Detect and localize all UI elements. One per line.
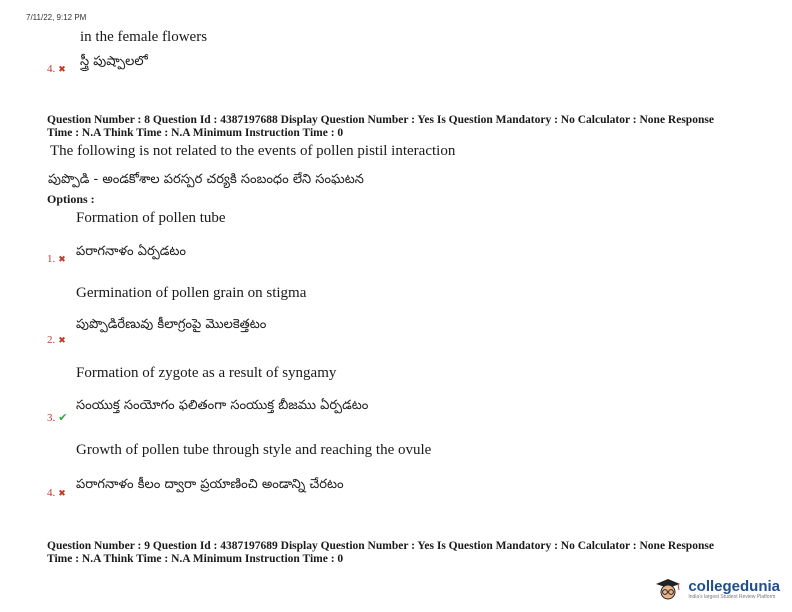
wrong-icon: ✖ xyxy=(58,64,66,74)
wrong-icon: ✖ xyxy=(58,335,66,345)
option-3-telugu: సంయుక్త సంయోగం ఫలితంగా సంయుక్త బీజము ఏర్పడటం xyxy=(76,398,369,413)
q9-meta-line2: Time : N.A Think Time : N.A Minimum Instruction Time : 0 xyxy=(47,553,344,565)
q9-metadata xyxy=(47,540,714,566)
option-2-telugu: పుప్పొడిరేణువు కీలాగ్రంపై మొలకెత్తటం xyxy=(76,317,267,332)
option-4-english: Growth of pollen tube through style and reaching the ovule xyxy=(76,442,432,458)
print-timestamp: 7/11/22, 9:12 PM xyxy=(26,13,87,22)
q8-meta-line1: Question Number : 8 Question Id : 4387197688 Display Question Number : Yes Is Question Mandatory : No Calculator : None Response xyxy=(47,114,714,126)
logo-tagline: India's largest Student Review Platform xyxy=(688,593,776,600)
q8-question-english: The following is not related to the events of pollen pistil interaction xyxy=(50,143,456,159)
option-3-number xyxy=(47,411,67,424)
q8-meta-line2: Time : N.A Think Time : N.A Minimum Instruction Time : 0 xyxy=(47,127,344,139)
option-1-telugu: పరాగనాళం ఏర్పడటం xyxy=(76,244,186,259)
q8-question-telugu: పుప్పొడి - అండకోశాల పరస్పర చర్యకి సంబంధం లేని సంఘటన xyxy=(48,172,364,187)
mascot-icon xyxy=(652,578,684,600)
option-2-number xyxy=(47,334,66,346)
check-icon: ✔ xyxy=(58,412,68,424)
prev-option-4-english: in the female flowers xyxy=(80,29,208,45)
option-1-english: Formation of pollen tube xyxy=(76,210,226,226)
options-label: Options : xyxy=(47,192,95,206)
option-number-text: 4. xyxy=(47,487,56,499)
q9-meta-line1: Question Number : 9 Question Id : 4387197689 Display Question Number : Yes Is Question Mandatory : No Calculator : None Response xyxy=(47,540,714,552)
prev-option-4-telugu: స్త్రీ పుష్పాలలో xyxy=(80,54,148,69)
wrong-icon: ✖ xyxy=(58,254,66,264)
collegedunia-logo xyxy=(652,578,780,600)
option-4-number xyxy=(47,487,66,499)
logo-name: collegedunia xyxy=(688,577,780,595)
option-number-text: 3. xyxy=(47,412,56,424)
option-number-text: 1. xyxy=(47,253,56,265)
prev-option-4-number xyxy=(47,63,66,75)
option-4-telugu: పరాగనాళం కీలం ద్వారా ప్రయాణించి అండాన్ని చేరటం xyxy=(76,477,344,492)
q8-metadata xyxy=(47,114,714,140)
option-number-text: 4. xyxy=(47,63,56,75)
option-number-text: 2. xyxy=(47,334,56,346)
option-3-english: Formation of zygote as a result of syngamy xyxy=(76,365,337,381)
option-1-number xyxy=(47,253,66,265)
wrong-icon: ✖ xyxy=(58,488,66,498)
option-2-english: Germination of pollen grain on stigma xyxy=(76,285,307,301)
